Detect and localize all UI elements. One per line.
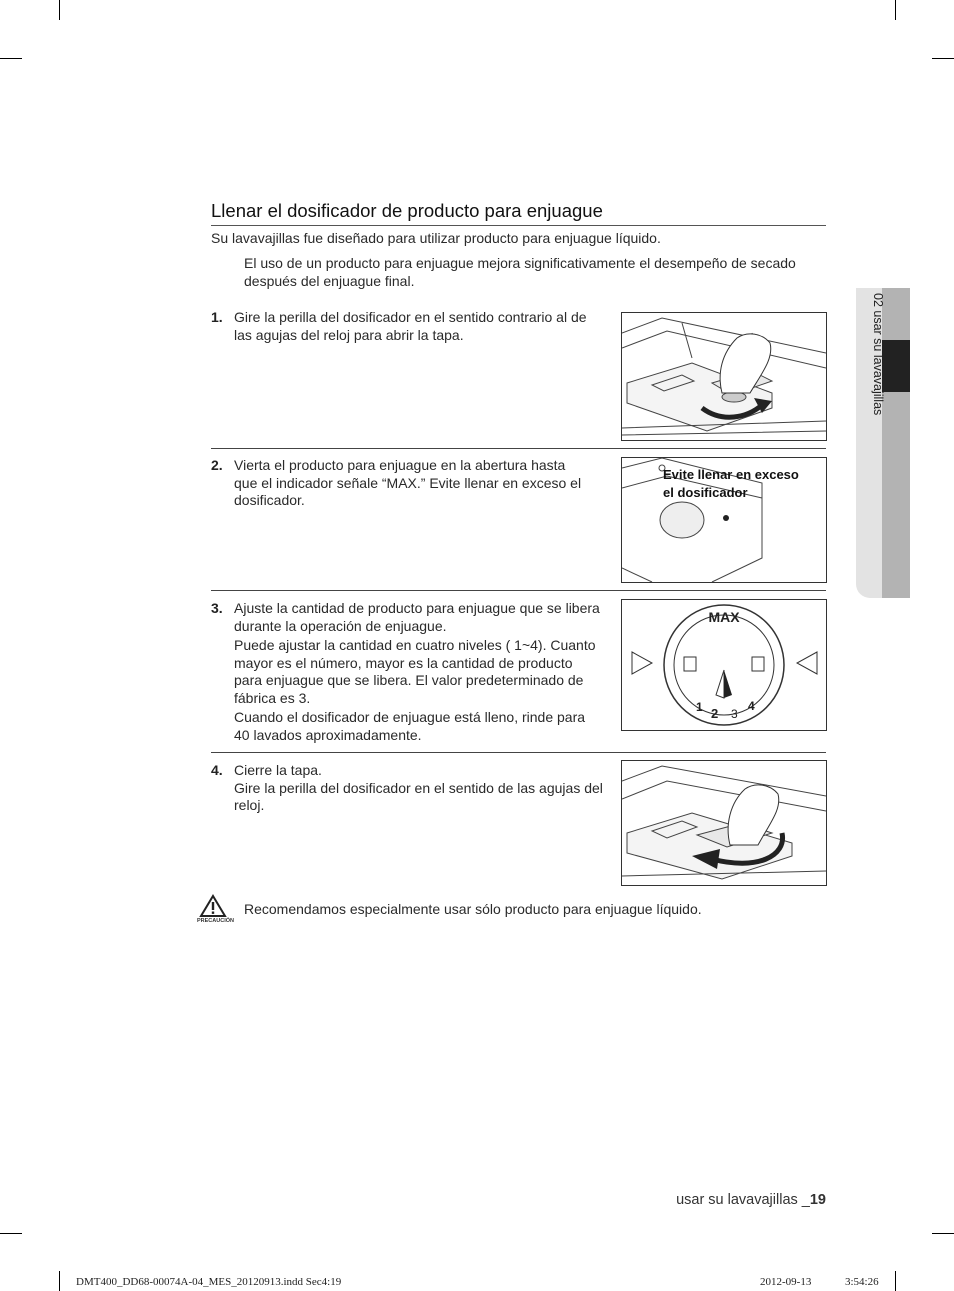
step-number: 1. <box>211 309 223 325</box>
step-line: reloj. <box>234 797 265 813</box>
caution-text: Recomendamos especialmente usar sólo producto para enjuague líquido. <box>244 901 702 917</box>
close-dispenser-drawing <box>622 761 826 885</box>
step-4-text <box>234 762 603 815</box>
step-line: Vierta el producto para enjuague en la abertura hasta <box>234 457 566 473</box>
page-number: 19 <box>809 1192 826 1208</box>
open-dispenser-drawing <box>622 313 826 440</box>
step-divider <box>211 448 826 449</box>
page-footer <box>676 1192 826 1208</box>
dial-level: 4 <box>748 699 755 713</box>
step-line: las agujas del reloj para abrir la tapa. <box>234 326 464 343</box>
crop-mark <box>0 1233 22 1234</box>
overfill-callout <box>663 466 799 502</box>
step-line: Ajuste la cantidad de producto para enjuague que se libera <box>234 600 600 616</box>
step-4-illustration <box>621 760 827 886</box>
crop-mark <box>0 58 22 59</box>
intro-text: Su lavavajillas fue diseñado para utilizar producto para enjuague líquido. <box>211 230 661 246</box>
step-divider <box>211 752 826 753</box>
step-divider <box>211 590 826 591</box>
step-line: mayor es el número, mayor es la cantidad de producto <box>234 654 573 671</box>
crop-mark <box>59 1271 60 1291</box>
crop-mark <box>895 1271 896 1291</box>
side-tab-marker <box>882 340 910 392</box>
warning-icon <box>199 894 227 918</box>
step-1-text <box>234 309 587 344</box>
step-line: durante la operación de enjuague. <box>234 617 447 634</box>
step-line: que el indicador señale “MAX.” Evite llenar en exceso el <box>234 474 582 491</box>
step-line: Cierre la tapa. <box>234 762 322 778</box>
footer-text: usar su lavavajillas _ <box>676 1192 810 1208</box>
dial-max-label: MAX <box>708 609 740 625</box>
dial-level: 2 <box>711 706 719 721</box>
crop-mark <box>59 0 60 20</box>
crop-mark <box>932 58 954 59</box>
step-line: 40 lavados aproximadamente. <box>234 726 422 743</box>
crop-mark <box>932 1233 954 1234</box>
step-1-illustration <box>621 312 827 441</box>
caution-label: PRECAUCIÓN <box>197 918 234 924</box>
level-dial-drawing <box>622 600 826 730</box>
crop-mark <box>895 0 896 20</box>
slug-date: 2012-09-13 <box>760 1276 812 1288</box>
step-number: 4. <box>211 762 223 778</box>
step-line: Gire la perilla del dosificador en el sentido de las agujas del <box>234 779 603 796</box>
step-2-text <box>234 457 581 510</box>
step-line: fábrica es 3. <box>234 689 311 706</box>
step-number: 2. <box>211 457 223 473</box>
side-tab-strip <box>882 288 910 598</box>
step-line: Cuando el dosificador de enjuague está lleno, rinde para <box>234 709 586 725</box>
dial-level: 3 <box>731 707 738 721</box>
step-3-text <box>234 600 600 744</box>
callout-line: Evite llenar en exceso <box>663 467 799 482</box>
dial-level: 1 <box>696 700 703 714</box>
step-line: dosificador. <box>234 492 305 508</box>
section-title: Llenar el dosificador de producto para enjuague <box>211 200 826 226</box>
step-number: 3. <box>211 600 223 616</box>
note-line: después del enjuague final. <box>244 272 415 289</box>
side-tab-label: 02 usar su lavavajillas <box>871 293 885 416</box>
note-line: El uso de un producto para enjuague mejora significativamente el desempeño de secado <box>244 255 796 271</box>
slug-time: 3:54:26 <box>845 1276 879 1288</box>
callout-line: el dosificador <box>663 485 748 500</box>
note-text <box>244 255 796 290</box>
step-3-illustration <box>621 599 827 731</box>
step-line: Puede ajustar la cantidad en cuatro niveles ( 1~4). Cuanto <box>234 637 596 653</box>
step-line: Gire la perilla del dosificador en el sentido contrario al de <box>234 309 587 325</box>
step-line: para enjuague que se libera. El valor predeterminado de <box>234 672 584 688</box>
slug-file: DMT400_DD68-00074A-04_MES_20120913.indd Sec4:19 <box>76 1276 342 1288</box>
